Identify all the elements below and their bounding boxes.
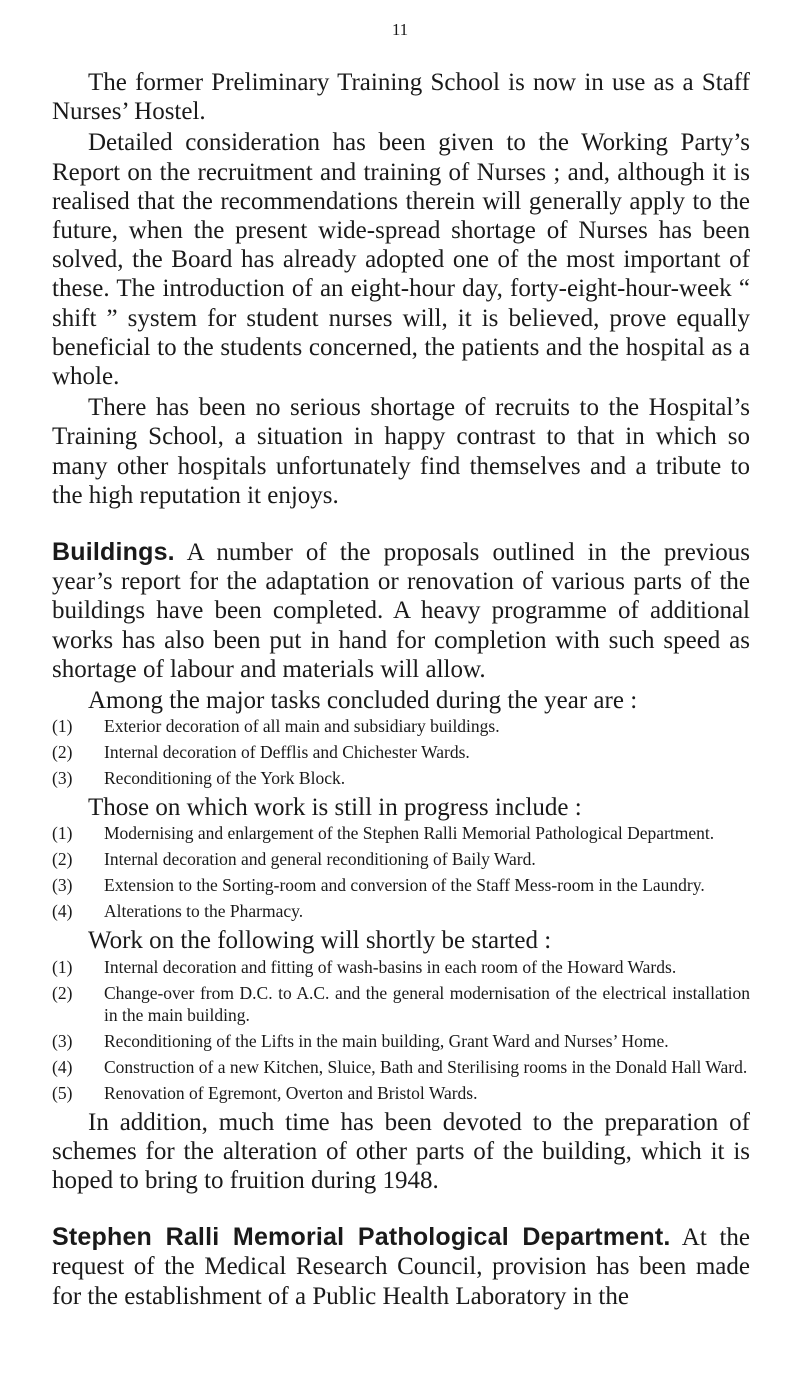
buildings-text: A number of the proposals outlined in the previous year’s report for the adaptation or renovation of various parts of the buildings have been completed. A heavy programme of additional works has also been put in hand for completion with such speed as shortage of labour and materials will allow.	[52, 539, 750, 683]
list-item: (3) Extension to the Sorting-room and conversion of the Staff Mess-room in the Laundry.	[52, 875, 705, 896]
list-item: (2) Internal decoration of Defflis and Chichester Wards.	[52, 742, 470, 763]
progress-intro: Those on which work is still in progress include :	[88, 794, 582, 822]
progress-list	[52, 822, 750, 922]
list-item: (4) Alterations to the Pharmacy.	[52, 901, 304, 922]
section-heading-buildings: Buildings.	[52, 538, 175, 567]
shortly-intro: Work on the following will shortly be started :	[88, 927, 552, 955]
list-item: (3) Reconditioning of the Lifts in the main building, Grant Ward and Nurses’ Home.	[52, 1030, 669, 1051]
page-number: 11	[391, 20, 409, 39]
concluded-list	[52, 715, 750, 789]
list-item: (1) Modernising and enlargement of the Stephen Ralli Memorial Pathological Department.	[52, 823, 715, 844]
section-heading-stephen-ralli: Stephen Ralli Memorial Pathological Department.	[52, 1223, 671, 1252]
list-item: (4) Construction of a new Kitchen, Sluice, Bath and Sterilising rooms in the Donald Hall Ward.	[52, 1056, 748, 1077]
paragraph-hostel: The former Preliminary Training School is now in use as a Staff Nurses’ Hostel.	[52, 69, 750, 126]
paragraph-stephen-ralli	[52, 1223, 750, 1311]
list-item: (2) Change-over from D.C. to A.C. and the general modernisation of the electrical installation in the main building.	[52, 982, 750, 1025]
paragraph-addition: In addition, much time has been devoted to the preparation of schemes for the alteration of other parts of the building, which it is hoped to bring to fruition during 1948.	[52, 1108, 750, 1195]
list-item: (2) Internal decoration and general reconditioning of Baily Ward.	[52, 849, 536, 870]
paragraph-recruits: There has been no serious shortage of recruits to the Hospital’s Training School, a situation in happy contrast to that in which so many other hospitals unfortunately find themselves and a tribute to the high reputation it enjoys.	[52, 394, 750, 509]
concluded-intro: Among the major tasks concluded during the year are :	[88, 687, 638, 715]
list-item: (1) Internal decoration and fitting of wash-basins in each room of the Howard Wards.	[52, 956, 677, 977]
paragraph-working-party: Detailed consideration has been given to the Working Party’s Report on the recruitment and training of Nurses ; and, although it is realised that the recommendations therein will generally apply to the future, when the present wide-spread shortage of Nurses has been solved, the Board has already adopted one of the most important of these. The introduction of an eight-hour day, forty-eight-hour-week “ shift ” system for student nurses will, it is believed, prove equally beneficial to the students concerned, the patients and the hospital as a whole.	[52, 129, 750, 391]
document-body	[52, 68, 750, 1311]
list-item: (5) Renovation of Egremont, Overton and Bristol Wards.	[52, 1082, 478, 1103]
paragraph-buildings	[52, 538, 750, 684]
stephen-ralli-text: At the request of the Medical Research Council, provision has been made for the establishment of a Public Health Laboratory in the	[52, 1224, 751, 1310]
list-item: (1) Exterior decoration of all main and subsidiary buildings.	[52, 716, 500, 737]
list-item: (3) Reconditioning of the York Block.	[52, 768, 346, 789]
shortly-list	[52, 956, 750, 1104]
